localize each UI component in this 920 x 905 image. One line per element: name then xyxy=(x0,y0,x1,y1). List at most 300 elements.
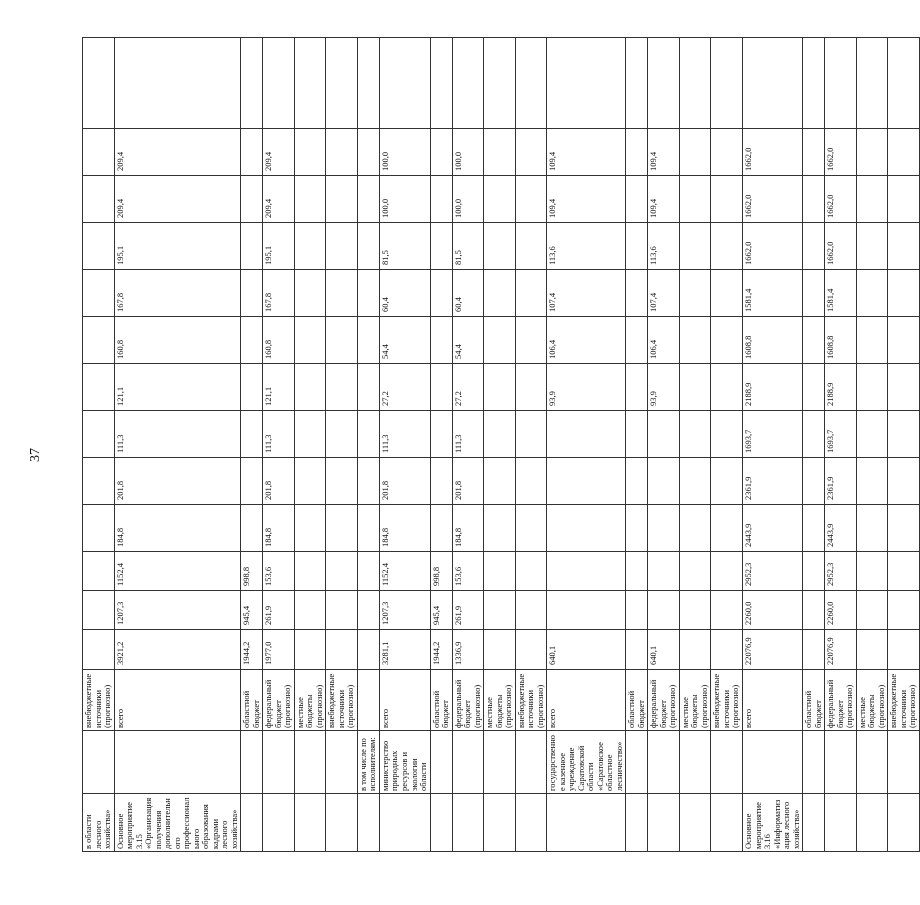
value-cell xyxy=(294,364,326,411)
value-cell xyxy=(83,129,115,176)
value-cell xyxy=(803,270,825,317)
value-cell: 1662,0 xyxy=(743,223,803,270)
value-cell xyxy=(856,458,888,505)
value-cell xyxy=(679,411,711,458)
empty-cell xyxy=(547,38,626,129)
value-cell: 1207,3 xyxy=(379,591,430,630)
value-cell: 998,8 xyxy=(430,552,452,591)
value-cell: 1581,4 xyxy=(825,270,857,317)
executor-cell xyxy=(114,731,241,794)
value-cell xyxy=(326,129,358,176)
value-cell xyxy=(83,317,115,364)
event-name-cell xyxy=(357,794,379,852)
value-cell: 54,4 xyxy=(379,317,430,364)
value-cell xyxy=(484,552,516,591)
value-cell: 121,1 xyxy=(263,364,295,411)
table-row xyxy=(626,38,648,852)
value-cell xyxy=(515,505,547,552)
value-cell xyxy=(803,411,825,458)
value-cell: 111,3 xyxy=(114,411,241,458)
value-cell xyxy=(547,591,626,630)
value-cell xyxy=(856,505,888,552)
value-cell xyxy=(326,223,358,270)
value-cell xyxy=(357,458,379,505)
event-name-cell xyxy=(711,794,743,852)
table-row xyxy=(263,38,295,852)
executor-cell xyxy=(825,731,857,794)
value-cell: 1977,0 xyxy=(263,630,295,670)
value-cell xyxy=(326,505,358,552)
empty-cell xyxy=(430,38,452,129)
value-cell xyxy=(484,176,516,223)
funding-source-cell: местные бюджеты (прогнозно) xyxy=(856,670,888,731)
value-cell: 167,8 xyxy=(114,270,241,317)
value-cell xyxy=(803,317,825,364)
value-cell xyxy=(626,129,648,176)
value-cell xyxy=(711,317,743,364)
value-cell: 201,8 xyxy=(379,458,430,505)
value-cell xyxy=(888,458,920,505)
value-cell xyxy=(547,458,626,505)
value-cell: 111,3 xyxy=(452,411,484,458)
event-name-cell: в области лесного хозяйства» xyxy=(83,794,115,852)
value-cell: 100,0 xyxy=(452,129,484,176)
budget-table xyxy=(82,37,920,852)
table-row xyxy=(825,38,857,852)
value-cell xyxy=(357,223,379,270)
table-row xyxy=(114,38,241,852)
value-cell xyxy=(888,176,920,223)
value-cell xyxy=(357,176,379,223)
value-cell: 184,8 xyxy=(379,505,430,552)
table-row xyxy=(484,38,516,852)
value-cell: 167,8 xyxy=(263,270,295,317)
value-cell xyxy=(430,317,452,364)
value-cell xyxy=(803,552,825,591)
value-cell xyxy=(430,505,452,552)
value-cell xyxy=(430,223,452,270)
value-cell: 184,8 xyxy=(452,505,484,552)
value-cell xyxy=(357,411,379,458)
value-cell: 261,9 xyxy=(452,591,484,630)
value-cell: 121,1 xyxy=(114,364,241,411)
empty-cell xyxy=(379,38,430,129)
value-cell xyxy=(626,411,648,458)
value-cell xyxy=(711,364,743,411)
value-cell xyxy=(515,552,547,591)
value-cell xyxy=(856,364,888,411)
value-cell xyxy=(626,630,648,670)
value-cell xyxy=(294,129,326,176)
event-name-cell xyxy=(326,794,358,852)
value-cell xyxy=(294,458,326,505)
value-cell xyxy=(241,364,263,411)
value-cell xyxy=(648,552,680,591)
event-name-cell xyxy=(430,794,452,852)
funding-source-cell: областной бюджет xyxy=(241,670,263,731)
value-cell xyxy=(294,317,326,364)
value-cell: 27,2 xyxy=(452,364,484,411)
event-name-cell xyxy=(856,794,888,852)
value-cell: 1336,9 xyxy=(452,630,484,670)
value-cell: 2443,9 xyxy=(743,505,803,552)
value-cell xyxy=(294,411,326,458)
executor-cell xyxy=(263,731,295,794)
value-cell xyxy=(711,270,743,317)
value-cell xyxy=(83,458,115,505)
value-cell: 109,4 xyxy=(547,176,626,223)
event-name-cell xyxy=(294,794,326,852)
value-cell xyxy=(430,364,452,411)
value-cell: 1152,4 xyxy=(114,552,241,591)
value-cell: 81,5 xyxy=(379,223,430,270)
value-cell: 945,4 xyxy=(430,591,452,630)
value-cell xyxy=(430,411,452,458)
value-cell: 201,8 xyxy=(263,458,295,505)
empty-cell xyxy=(679,38,711,129)
event-name-cell xyxy=(263,794,295,852)
value-cell xyxy=(241,270,263,317)
value-cell xyxy=(803,591,825,630)
value-cell xyxy=(888,364,920,411)
value-cell xyxy=(888,411,920,458)
event-name-cell xyxy=(825,794,857,852)
value-cell xyxy=(547,505,626,552)
table-row xyxy=(83,38,115,852)
event-name-cell xyxy=(547,794,626,852)
table-row xyxy=(803,38,825,852)
table-row xyxy=(379,38,430,852)
value-cell: 2952,3 xyxy=(743,552,803,591)
value-cell xyxy=(856,223,888,270)
value-cell xyxy=(856,591,888,630)
event-name-cell xyxy=(241,794,263,852)
value-cell xyxy=(547,552,626,591)
value-cell xyxy=(711,552,743,591)
value-cell xyxy=(856,270,888,317)
table-row xyxy=(326,38,358,852)
table-row xyxy=(743,38,803,852)
value-cell: 60,4 xyxy=(379,270,430,317)
value-cell xyxy=(711,223,743,270)
value-cell xyxy=(484,630,516,670)
table-row xyxy=(241,38,263,852)
executor-cell xyxy=(294,731,326,794)
value-cell xyxy=(626,458,648,505)
executor-cell xyxy=(83,731,115,794)
value-cell xyxy=(241,317,263,364)
value-cell xyxy=(326,458,358,505)
table-row xyxy=(430,38,452,852)
value-cell xyxy=(626,364,648,411)
value-cell: 153,6 xyxy=(263,552,295,591)
value-cell xyxy=(515,176,547,223)
funding-source-cell: всего xyxy=(379,670,430,731)
value-cell xyxy=(888,552,920,591)
value-cell: 261,9 xyxy=(263,591,295,630)
value-cell: 2260,0 xyxy=(825,591,857,630)
executor-cell xyxy=(888,731,920,794)
value-cell xyxy=(648,591,680,630)
value-cell xyxy=(430,129,452,176)
table-row xyxy=(648,38,680,852)
value-cell xyxy=(803,129,825,176)
event-name-cell xyxy=(803,794,825,852)
value-cell: 107,4 xyxy=(547,270,626,317)
value-cell: 22076,9 xyxy=(825,630,857,670)
value-cell xyxy=(515,223,547,270)
value-cell xyxy=(888,505,920,552)
value-cell xyxy=(357,505,379,552)
budget-table-sheet xyxy=(82,38,918,852)
executor-cell xyxy=(626,731,648,794)
value-cell xyxy=(357,591,379,630)
value-cell: 201,8 xyxy=(452,458,484,505)
value-cell xyxy=(711,129,743,176)
table-row xyxy=(888,38,920,852)
value-cell: 109,4 xyxy=(648,129,680,176)
empty-cell xyxy=(888,38,920,129)
executor-cell xyxy=(326,731,358,794)
event-name-cell xyxy=(648,794,680,852)
value-cell xyxy=(484,411,516,458)
value-cell xyxy=(626,591,648,630)
value-cell: 1152,4 xyxy=(379,552,430,591)
value-cell: 1662,0 xyxy=(825,223,857,270)
value-cell: 153,6 xyxy=(452,552,484,591)
value-cell xyxy=(679,458,711,505)
page-number: 37 xyxy=(28,448,43,462)
value-cell xyxy=(803,458,825,505)
value-cell xyxy=(648,411,680,458)
table-row xyxy=(547,38,626,852)
value-cell xyxy=(711,176,743,223)
funding-source-cell xyxy=(357,670,379,731)
value-cell xyxy=(679,176,711,223)
value-cell xyxy=(679,630,711,670)
value-cell xyxy=(357,630,379,670)
funding-source-cell: федеральный бюджет (прогнозно) xyxy=(452,670,484,731)
value-cell xyxy=(241,223,263,270)
value-cell xyxy=(83,364,115,411)
value-cell xyxy=(241,458,263,505)
executor-cell xyxy=(484,731,516,794)
value-cell: 209,4 xyxy=(263,129,295,176)
empty-cell xyxy=(515,38,547,129)
value-cell xyxy=(430,270,452,317)
empty-cell xyxy=(626,38,648,129)
funding-source-cell: внебюджетные источники (прогнозно) xyxy=(711,670,743,731)
value-cell: 1581,4 xyxy=(743,270,803,317)
value-cell: 209,4 xyxy=(114,176,241,223)
empty-cell xyxy=(263,38,295,129)
funding-source-cell: местные бюджеты (прогнозно) xyxy=(294,670,326,731)
value-cell: 195,1 xyxy=(114,223,241,270)
empty-cell xyxy=(294,38,326,129)
value-cell: 160,8 xyxy=(114,317,241,364)
value-cell: 195,1 xyxy=(263,223,295,270)
value-cell xyxy=(711,630,743,670)
value-cell xyxy=(83,591,115,630)
value-cell xyxy=(888,129,920,176)
value-cell: 1207,3 xyxy=(114,591,241,630)
empty-cell xyxy=(114,38,241,129)
value-cell xyxy=(484,317,516,364)
table-row xyxy=(679,38,711,852)
value-cell: 109,4 xyxy=(547,129,626,176)
executor-cell xyxy=(743,731,803,794)
value-cell xyxy=(357,129,379,176)
executor-cell xyxy=(241,731,263,794)
funding-source-cell: местные бюджеты (прогнозно) xyxy=(679,670,711,731)
value-cell: 2952,3 xyxy=(825,552,857,591)
value-cell xyxy=(626,552,648,591)
value-cell xyxy=(547,411,626,458)
value-cell: 2361,9 xyxy=(825,458,857,505)
value-cell xyxy=(626,317,648,364)
value-cell xyxy=(856,317,888,364)
value-cell xyxy=(326,176,358,223)
value-cell xyxy=(83,176,115,223)
value-cell: 2361,9 xyxy=(743,458,803,505)
value-cell: 1662,0 xyxy=(825,176,857,223)
value-cell xyxy=(803,223,825,270)
value-cell xyxy=(515,317,547,364)
value-cell: 1944,2 xyxy=(430,630,452,670)
funding-source-cell: областной бюджет xyxy=(430,670,452,731)
value-cell xyxy=(83,223,115,270)
value-cell xyxy=(679,591,711,630)
value-cell xyxy=(326,411,358,458)
value-cell xyxy=(83,270,115,317)
value-cell: 3921,2 xyxy=(114,630,241,670)
value-cell: 201,8 xyxy=(114,458,241,505)
value-cell xyxy=(326,364,358,411)
value-cell xyxy=(515,364,547,411)
empty-cell xyxy=(648,38,680,129)
table-row xyxy=(452,38,484,852)
value-cell xyxy=(484,270,516,317)
value-cell xyxy=(294,223,326,270)
empty-cell xyxy=(326,38,358,129)
value-cell xyxy=(294,176,326,223)
value-cell: 113,6 xyxy=(547,223,626,270)
event-name-cell: Основное мероприятие 3.16 «Информатизация лесного хозяйства» xyxy=(743,794,803,852)
value-cell xyxy=(294,270,326,317)
empty-cell xyxy=(825,38,857,129)
executor-cell xyxy=(711,731,743,794)
value-cell xyxy=(515,630,547,670)
value-cell: 1662,0 xyxy=(825,129,857,176)
value-cell xyxy=(326,630,358,670)
value-cell: 640,1 xyxy=(648,630,680,670)
value-cell xyxy=(711,458,743,505)
value-cell xyxy=(626,223,648,270)
value-cell xyxy=(888,223,920,270)
executor-cell xyxy=(679,731,711,794)
value-cell xyxy=(357,364,379,411)
value-cell xyxy=(679,223,711,270)
value-cell xyxy=(83,552,115,591)
value-cell: 107,4 xyxy=(648,270,680,317)
empty-cell xyxy=(711,38,743,129)
event-name-cell xyxy=(452,794,484,852)
value-cell xyxy=(430,176,452,223)
value-cell xyxy=(679,129,711,176)
value-cell xyxy=(803,630,825,670)
empty-cell xyxy=(83,38,115,129)
value-cell xyxy=(484,364,516,411)
value-cell: 113,6 xyxy=(648,223,680,270)
value-cell xyxy=(888,630,920,670)
value-cell xyxy=(241,129,263,176)
value-cell: 640,1 xyxy=(547,630,626,670)
value-cell xyxy=(484,505,516,552)
value-cell xyxy=(711,505,743,552)
value-cell xyxy=(888,591,920,630)
value-cell xyxy=(484,591,516,630)
value-cell: 1693,7 xyxy=(825,411,857,458)
value-cell: 93,9 xyxy=(648,364,680,411)
funding-source-cell: областной бюджет xyxy=(803,670,825,731)
funding-source-cell: областной бюджет xyxy=(626,670,648,731)
value-cell: 111,3 xyxy=(379,411,430,458)
value-cell xyxy=(856,129,888,176)
value-cell: 184,8 xyxy=(263,505,295,552)
table-row xyxy=(711,38,743,852)
empty-cell xyxy=(484,38,516,129)
value-cell xyxy=(711,591,743,630)
value-cell xyxy=(679,505,711,552)
value-cell xyxy=(856,176,888,223)
event-name-cell xyxy=(515,794,547,852)
event-name-cell: Основное мероприятие 3.15 «Организация получения дополнительного профессионального образования кадрами лесного хозяйства» xyxy=(114,794,241,852)
executor-cell xyxy=(515,731,547,794)
value-cell xyxy=(515,129,547,176)
value-cell xyxy=(357,270,379,317)
value-cell xyxy=(241,176,263,223)
value-cell: 1608,8 xyxy=(825,317,857,364)
value-cell: 109,4 xyxy=(648,176,680,223)
value-cell xyxy=(888,270,920,317)
value-cell xyxy=(856,411,888,458)
empty-cell xyxy=(241,38,263,129)
value-cell: 27,2 xyxy=(379,364,430,411)
value-cell: 2188,9 xyxy=(825,364,857,411)
funding-source-cell: внебюджетные источники (прогнозно) xyxy=(888,670,920,731)
event-name-cell xyxy=(379,794,430,852)
table-row xyxy=(856,38,888,852)
funding-source-cell: внебюджетные источники (прогнозно) xyxy=(515,670,547,731)
executor-cell xyxy=(856,731,888,794)
funding-source-cell: федеральный бюджет (прогнозно) xyxy=(263,670,295,731)
value-cell xyxy=(626,176,648,223)
value-cell xyxy=(648,505,680,552)
value-cell xyxy=(856,552,888,591)
value-cell xyxy=(679,364,711,411)
value-cell: 3281,1 xyxy=(379,630,430,670)
value-cell xyxy=(294,505,326,552)
value-cell: 2443,9 xyxy=(825,505,857,552)
table-row xyxy=(294,38,326,852)
funding-source-cell: всего xyxy=(743,670,803,731)
value-cell: 1693,7 xyxy=(743,411,803,458)
value-cell xyxy=(294,591,326,630)
table-row xyxy=(357,38,379,852)
rotated-table-wrapper xyxy=(82,38,918,852)
value-cell: 93,9 xyxy=(547,364,626,411)
value-cell xyxy=(679,270,711,317)
